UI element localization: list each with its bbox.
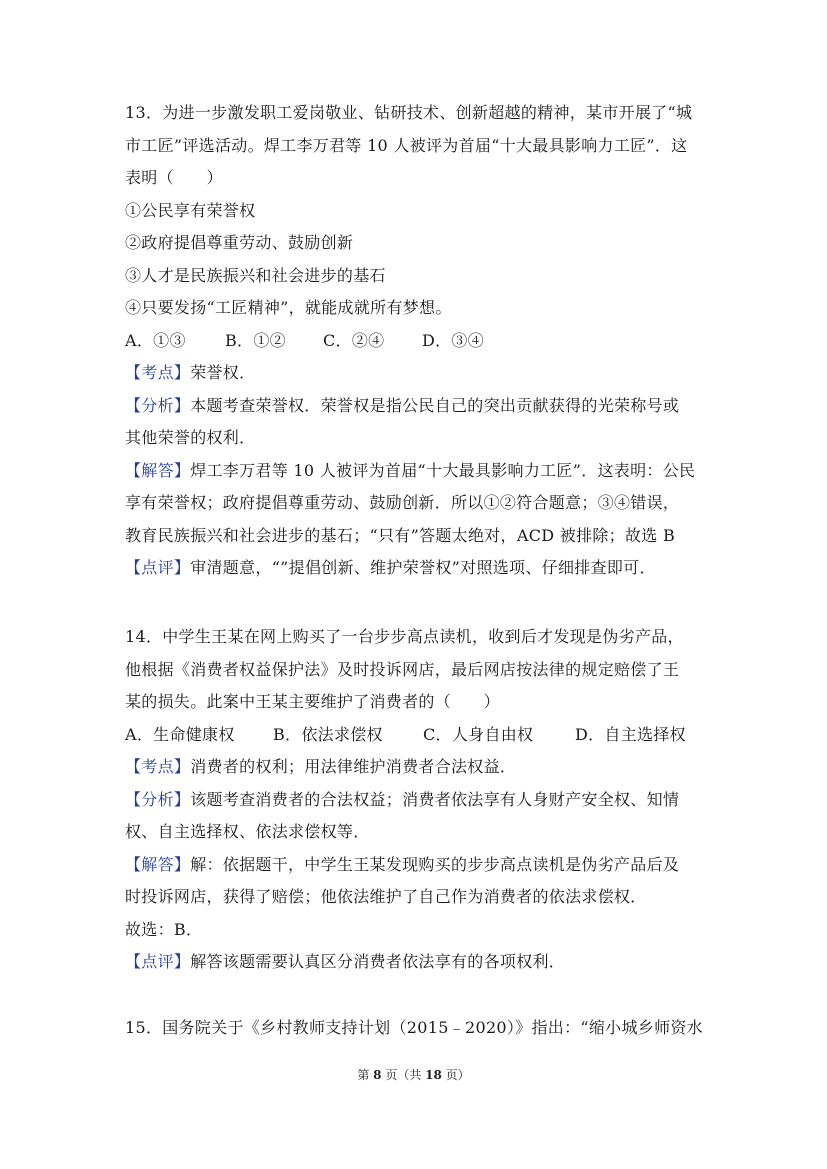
q14-dianping [125,946,705,979]
q15-stem-line-1: 15．国务院关于《乡村教师支持计划（2015﹣2020）》指出：“缩小城乡师资水 [125,1018,703,1037]
q14-kaodian-tag: 【考点】 [125,757,191,776]
q13-option-d: D．③④ [422,330,485,350]
q14-jieda-line-2: 时投诉网店，获得了赔偿；他依法维护了自己作为消费者的依法求偿权． [125,887,647,906]
q14-stem-line-3: 某的损失。此案中王某主要维护了消费者的（ ） [125,692,500,711]
q14-option-a: A．生命健康权 [125,724,235,744]
q13-item-4: ④只要发扬“工匠精神”，就能成就所有梦想。 [125,298,452,317]
q13-fenxi [125,390,705,423]
q13-item-2: ②政府提倡尊重劳动、鼓励创新 [125,233,354,252]
page-footer [0,1066,827,1083]
q13-item-1: ①公民享有荣誉权 [125,200,256,220]
q13-stem-line-1: 13．为进一步激发职工爱岗敬业、钻研技术、创新超越的精神，某市开展了“城 [125,103,693,122]
q14-fenxi-text-1: 该题考查消费者的合法权益；消费者依法享有人身财产安全权、知情 [190,789,680,809]
q14-stem-line-1: 14．中学生王某在网上购买了一台步步高点读机，收到后才发现是伪劣产品， [125,627,684,646]
q13-kaodian [125,357,705,390]
q14-option-b: B．依法求偿权 [273,724,383,744]
question-15 [125,1012,705,1045]
q14-option-d: D．自主选择权 [575,724,686,744]
q13-fenxi-tag: 【分析】 [125,395,191,415]
footer-prefix: 第 [357,1068,374,1082]
q13-stem-line-3: 表明（ ） [125,168,223,187]
q13-item-3: ③人才是民族振兴和社会进步的基石 [125,265,386,285]
q14-stem-line-2: 他根据《消费者权益保护法》及时投诉网店，最后网店按法律的规定赔偿了王 [125,659,680,679]
q14-jieda-text-1: 解：依据题干，中学生王某发现购买的步步高点读机是伪劣产品后及 [190,854,680,874]
q14-option-c: C．人身自由权 [423,724,534,744]
q13-kaodian-tag: 【考点】 [125,363,191,382]
q14-kaodian [125,751,705,784]
footer-total-pages: 18 [425,1068,442,1082]
q14-kaodian-text: 消费者的权利；用法律维护消费者合法权益． [190,757,517,776]
q13-option-a: A．①③ [125,330,186,350]
q13-jieda-line-2: 享有荣誉权；政府提倡尊重劳动、鼓励创新．所以①②符合题意；③④错误， [125,493,680,512]
q13-jieda-line-3: 教育民族振兴和社会进步的基石；“只有”答题太绝对，ACD 被排除；故选 B [125,525,676,545]
q13-dianping [125,552,705,585]
q14-fenxi-line-2: 权、自主选择权、依法求偿权等． [125,822,370,841]
q14-dianping-tag: 【点评】 [125,952,191,971]
q14-jieda-tag: 【解答】 [125,854,191,874]
q13-dianping-tag: 【点评】 [125,558,191,577]
q13-kaodian-text: 荣誉权． [190,363,256,382]
q14-jieda-line-3: 故选：B． [125,919,203,939]
q13-jieda-text-1: 焊工李万君等 10 人被评为首届“十大最具影响力工匠”．这表明：公民 [190,460,696,480]
q13-option-b: B．①② [225,330,286,350]
q13-stem-line-2: 市工匠”评选活动。焊工李万君等 10 人被评为首届“十大最具影响力工匠”．这 [125,135,688,155]
question-14 [125,621,705,979]
question-13 [125,97,705,585]
q14-dianping-text: 解答该题需要认真区分消费者依法享有的各项权利． [190,952,566,971]
q13-fenxi-text-1: 本题考查荣誉权．荣誉权是指公民自己的突出贡献获得的光荣称号或 [190,395,680,415]
q14-options [125,719,705,752]
footer-page-number: 8 [373,1068,382,1082]
q14-fenxi-tag: 【分析】 [125,789,191,809]
q13-option-c: C．②④ [323,330,385,350]
footer-suffix: 页） [441,1068,470,1082]
q13-jieda [125,455,705,488]
q13-dianping-text: 审清题意，“”提倡创新、维护荣誉权”对照选项、仔细排查即可． [190,558,656,577]
q14-fenxi [125,784,705,817]
q14-jieda [125,849,705,882]
q13-options [125,325,705,358]
footer-middle: 页（共 [381,1068,426,1082]
q13-jieda-tag: 【解答】 [125,460,191,480]
q13-fenxi-line-2: 其他荣誉的权利． [125,428,256,447]
